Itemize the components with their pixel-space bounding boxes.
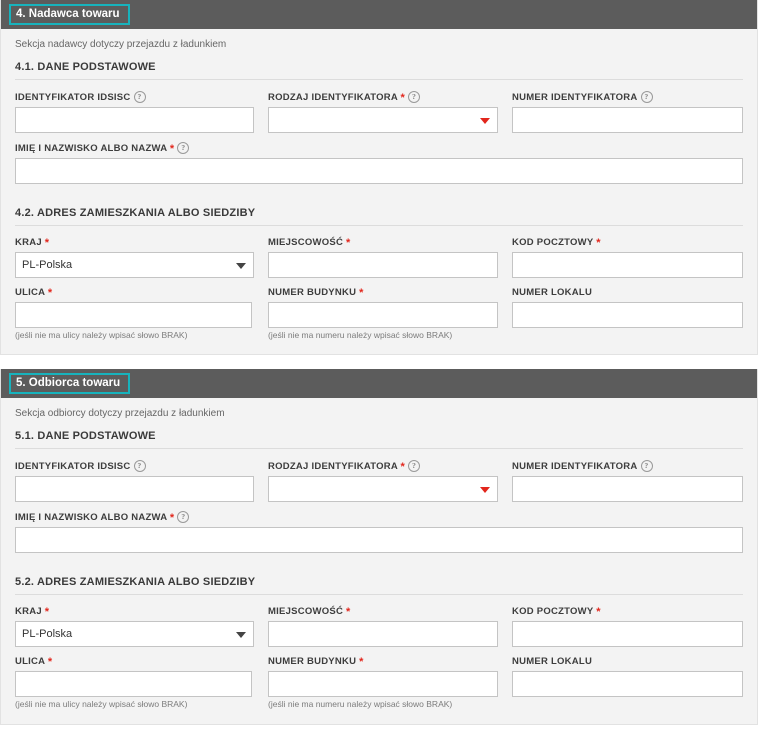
info-icon[interactable]: ? [641, 460, 653, 472]
required-marker: * [359, 656, 364, 669]
input-miejscowosc[interactable] [268, 252, 498, 278]
info-icon[interactable]: ? [134, 91, 146, 103]
section-5-1-body [1, 449, 757, 567]
field-4-numer-identyfikatora [512, 82, 743, 133]
field-5-numer-lokalu [512, 647, 743, 709]
input-numer-lokalu[interactable] [512, 302, 743, 328]
label-kod-pocztowy: KOD POCZTOWY * [512, 237, 601, 249]
required-marker: * [169, 143, 175, 155]
required-marker: * [47, 287, 53, 299]
field-4-rodzaj-identyfikatora [268, 82, 512, 133]
input-numer-budynku[interactable] [268, 302, 498, 328]
input-numer-budynku[interactable] [268, 671, 498, 697]
input-identyfikator-idsisc[interactable] [15, 107, 254, 133]
field-5-numer-budynku [268, 647, 512, 709]
field-4-ulica [15, 278, 268, 340]
required-marker: * [596, 237, 601, 249]
input-numer-identyfikatora[interactable] [512, 107, 743, 133]
required-marker: * [359, 287, 364, 299]
required-marker: * [345, 606, 351, 619]
input-kod-pocztowy[interactable] [512, 621, 743, 647]
section-4-note: Sekcja nadawcy dotyczy przejazdu z ładunkiem [15, 39, 227, 50]
label-identyfikator-idsisc: IDENTYFIKATOR IDSISC ? [15, 91, 254, 103]
hint-numer-budynku: (jeśli nie ma numeru należy wpisać słowo BRAK) [268, 699, 453, 710]
select-kraj[interactable] [15, 252, 254, 278]
hint-numer-budynku: (jeśli nie ma numeru należy wpisać słowo BRAK) [268, 330, 453, 340]
section-5-header [1, 369, 757, 398]
field-5-kod-pocztowy [512, 597, 743, 647]
label-numer-budynku: NUMER BUDYNKU * [268, 287, 364, 299]
input-ulica[interactable] [15, 302, 252, 328]
row-5-1-a [15, 451, 743, 502]
field-4-miejscowosc [268, 228, 512, 278]
info-icon[interactable]: ? [134, 460, 146, 472]
input-identyfikator-idsisc[interactable] [15, 476, 254, 502]
input-ulica[interactable] [15, 671, 252, 697]
row-5-2-a [15, 597, 743, 647]
field-4-kod-pocztowy [512, 228, 743, 278]
field-5-identyfikator-idsisc [15, 451, 268, 502]
section-5-2-title: 5.2. ADRES ZAMIESZKANIA ALBO SIEDZIBY [15, 576, 256, 589]
label-numer-lokalu: NUMER LOKALU [512, 656, 593, 668]
required-marker: * [47, 656, 53, 669]
section-5-2-body [1, 595, 757, 723]
section-gap [0, 355, 758, 369]
row-4-1-b [15, 133, 743, 184]
label-numer-lokalu: NUMER LOKALU [512, 287, 593, 298]
section-4-title: 4. Nadawca towaru [9, 4, 130, 25]
label-miejscowosc: MIEJSCOWOŚĆ * [268, 237, 351, 249]
label-rodzaj-identyfikatora: RODZAJ IDENTYFIKATORA * ? [268, 91, 498, 103]
section-odbiorca-towaru [0, 369, 758, 724]
row-5-2-b [15, 647, 743, 709]
info-icon[interactable]: ? [408, 460, 420, 472]
label-identyfikator-idsisc: IDENTYFIKATOR IDSISC ? [15, 460, 254, 472]
field-4-imie-nazwisko [15, 133, 743, 184]
required-marker: * [169, 512, 175, 525]
section-5-title: 5. Odbiorca towaru [9, 373, 130, 394]
info-icon[interactable]: ? [177, 511, 189, 523]
select-kraj[interactable] [15, 621, 254, 647]
field-5-miejscowosc [268, 597, 512, 647]
info-icon[interactable]: ? [641, 91, 653, 103]
row-4-2-a [15, 228, 743, 278]
required-marker: * [596, 606, 601, 619]
select-wrap-kraj [15, 252, 254, 278]
label-numer-budynku: NUMER BUDYNKU * [268, 656, 364, 669]
hint-ulica: (jeśli nie ma ulicy należy wpisać słowo BRAK) [15, 330, 188, 340]
section-5-1-title: 5.1. DANE PODSTAWOWE [15, 430, 156, 443]
row-4-1-a [15, 82, 743, 133]
input-imie-nazwisko[interactable] [15, 527, 743, 553]
label-rodzaj-identyfikatora: RODZAJ IDENTYFIKATORA * ? [268, 460, 498, 472]
input-imie-nazwisko[interactable] [15, 158, 743, 184]
hint-ulica: (jeśli nie ma ulicy należy wpisać słowo BRAK) [15, 699, 188, 710]
info-icon[interactable]: ? [408, 91, 420, 103]
info-icon[interactable]: ? [177, 142, 189, 154]
select-wrap-kraj [15, 621, 254, 647]
section-4-header [1, 0, 757, 29]
section-4-2-title: 4.2. ADRES ZAMIESZKANIA ALBO SIEDZIBY [15, 207, 256, 219]
input-numer-lokalu[interactable] [512, 671, 743, 697]
row-4-2-b [15, 278, 743, 340]
section-5-note: Sekcja odbiorcy dotyczy przejazdu z ładunkiem [15, 408, 225, 420]
required-marker: * [44, 606, 50, 619]
label-numer-identyfikatora: NUMER IDENTYFIKATORA ? [512, 460, 743, 472]
required-marker: * [44, 237, 50, 249]
required-marker: * [400, 92, 406, 104]
select-wrap-rodzaj-identyfikatora [268, 476, 498, 502]
field-5-imie-nazwisko [15, 502, 743, 553]
label-ulica: ULICA * [15, 287, 53, 299]
field-5-ulica [15, 647, 268, 709]
select-wrap-rodzaj-identyfikatora [268, 107, 498, 133]
input-kod-pocztowy[interactable] [512, 252, 743, 278]
field-5-rodzaj-identyfikatora [268, 451, 512, 502]
select-rodzaj-identyfikatora[interactable] [268, 476, 498, 502]
row-5-1-b [15, 502, 743, 553]
input-miejscowosc[interactable] [268, 621, 498, 647]
required-marker: * [345, 237, 351, 249]
section-4-2-body [1, 226, 757, 354]
section-nadawca-towaru [0, 0, 758, 355]
field-5-kraj [15, 597, 268, 647]
label-numer-identyfikatora: NUMER IDENTYFIKATORA ? [512, 91, 743, 103]
section-4-1-title: 4.1. DANE PODSTAWOWE [15, 61, 156, 73]
input-numer-identyfikatora[interactable] [512, 476, 743, 502]
field-5-numer-identyfikatora [512, 451, 743, 502]
field-4-numer-budynku [268, 278, 512, 340]
section-4-1-body [1, 80, 757, 198]
label-kraj: KRAJ * [15, 237, 50, 249]
label-kraj: KRAJ * [15, 606, 50, 619]
field-4-identyfikator-idsisc [15, 82, 268, 133]
select-rodzaj-identyfikatora[interactable] [268, 107, 498, 133]
field-4-numer-lokalu [512, 278, 743, 340]
label-imie-nazwisko: IMIĘ I NAZWISKO ALBO NAZWA * ? [15, 511, 743, 523]
field-4-kraj [15, 228, 268, 278]
required-marker: * [400, 461, 406, 474]
label-imie-nazwisko: IMIĘ I NAZWISKO ALBO NAZWA * ? [15, 142, 743, 154]
label-miejscowosc: MIEJSCOWOŚĆ * [268, 606, 351, 619]
label-kod-pocztowy: KOD POCZTOWY * [512, 606, 601, 619]
label-ulica: ULICA * [15, 656, 53, 669]
